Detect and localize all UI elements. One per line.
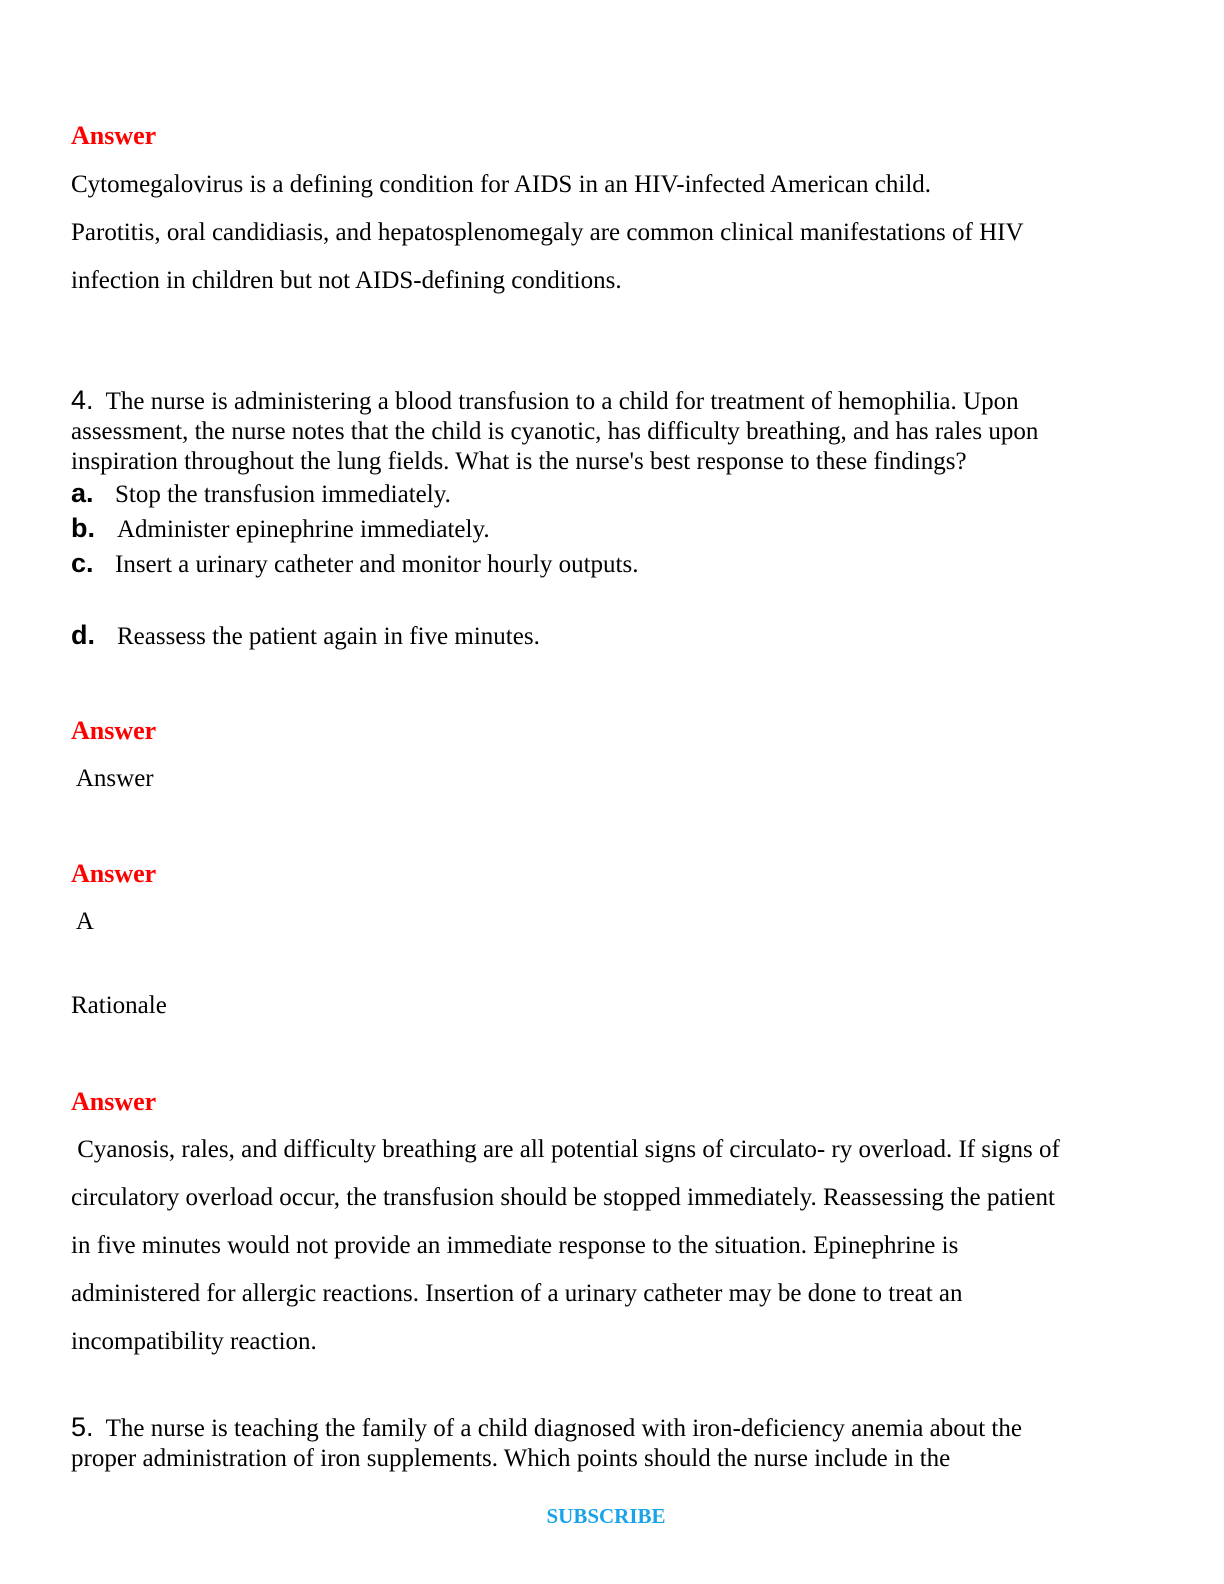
option-d[interactable] (71, 620, 540, 652)
option-a[interactable] (71, 478, 451, 510)
text-line: administered for allergic reactions. Insertion of a urinary catheter may be done to treat an (71, 1280, 963, 1307)
text-line: infection in children but not AIDS-defining conditions. (71, 267, 622, 294)
question-line: assessment, the nurse notes that the child is cyanotic, has difficulty breathing, and has rales upon (71, 418, 1039, 445)
subscribe-link[interactable]: SUBSCRIBE (546, 1504, 666, 1528)
question-line: proper administration of iron supplements. Which points should the nurse include in the (71, 1445, 951, 1472)
option-letter: b. (71, 513, 95, 543)
answer-text: Answer (71, 765, 154, 792)
text-line: incompatibility reaction. (71, 1328, 317, 1355)
option-c[interactable] (71, 548, 638, 580)
option-text: Administer epinephrine immediately. (117, 516, 490, 543)
text-line: circulatory overload occur, the transfusion should be stopped immediately. Reassessing the patient (71, 1184, 1055, 1211)
question-5 (71, 1412, 1161, 1474)
option-b[interactable] (71, 513, 490, 545)
answer-heading: Answer (71, 1087, 157, 1116)
rationale-text (71, 1126, 1161, 1366)
question-line (71, 1412, 1161, 1444)
question-line: inspiration throughout the lung fields. What is the nurse's best response to these findings? (71, 448, 967, 475)
answer-choice: A (71, 908, 94, 935)
text-line: Cyanosis, rales, and difficulty breathing are all potential signs of circulato- ry overload. If signs of (71, 1136, 1060, 1163)
option-text: Stop the transfusion immediately. (115, 481, 451, 508)
text-line: Parotitis, oral candidiasis, and hepatosplenomegaly are common clinical manifestations of HIV (71, 219, 1024, 246)
text-line: Cytomegalovirus is a defining condition for AIDS in an HIV-infected American child. (71, 171, 932, 198)
question-number: 4. (71, 385, 94, 415)
answer-heading: Answer (71, 859, 157, 888)
text-line: in five minutes would not provide an immediate response to the situation. Epinephrine is (71, 1232, 959, 1259)
question-4 (71, 385, 1161, 477)
answer-heading: Answer (71, 121, 157, 150)
option-letter: a. (71, 478, 94, 508)
question-text: The nurse is administering a blood transfusion to a child for treatment of hemophilia. Upon (105, 388, 1019, 415)
question-number: 5. (71, 1412, 94, 1442)
option-letter: c. (71, 548, 94, 578)
answer-explanation (71, 161, 1151, 305)
question-line (71, 385, 1161, 417)
rationale-label: Rationale (71, 992, 167, 1019)
option-text: Reassess the patient again in five minutes. (117, 623, 540, 650)
option-letter: d. (71, 620, 95, 650)
question-text: The nurse is teaching the family of a child diagnosed with iron-deficiency anemia about the (105, 1415, 1022, 1442)
option-text: Insert a urinary catheter and monitor hourly outputs. (115, 551, 639, 578)
answer-heading: Answer (71, 716, 157, 745)
